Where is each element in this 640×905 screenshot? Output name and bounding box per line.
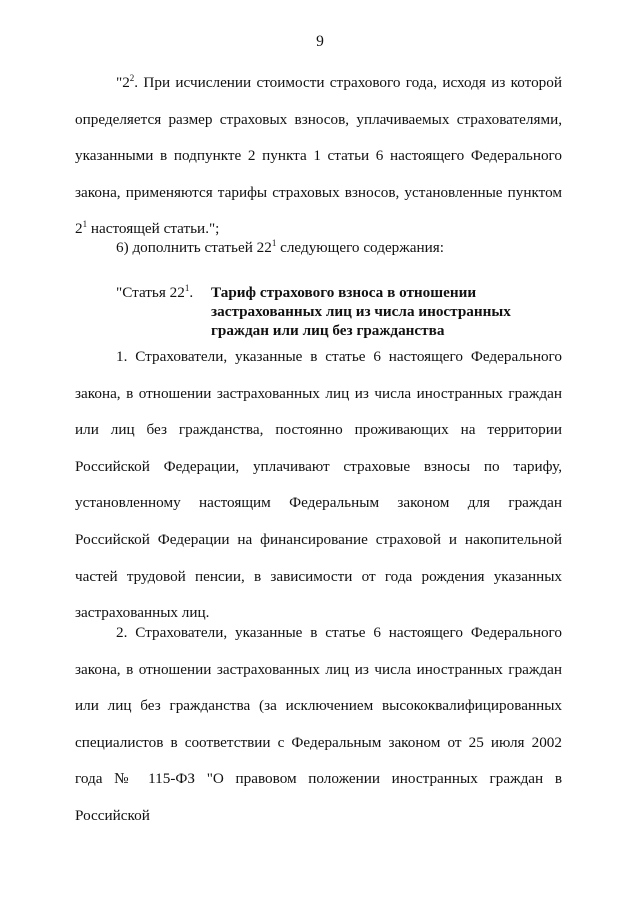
paragraph-article-point-2: 2. Страхователи, указанные в статье 6 настоящего Федерального закона, в отношении застрахованных лиц из числа иностранных граждан или лиц без гражданства (за исключением высококвалифицированных специалистов в соответствии с Федеральным законом от 25 июля 2002 года № 115-ФЗ "О правовом положении иностранных граждан в Российской [75, 624, 562, 824]
para2-superscript: 1 [271, 237, 277, 248]
para1-superscript-2: 1 [82, 219, 88, 230]
article-label-superscript: 1 [184, 282, 190, 293]
para1-end: настоящей статьи."; [87, 220, 220, 238]
para2-text: 6) дополнить статьей 22 [116, 239, 272, 256]
para1-text: . При исчислении стоимости страхового года, исходя из которой определяется размер страховых взносов, уплачиваемых страхователями, указанными в подпункте 2 пункта 1 статьи 6 настоящего Федерального закона, применяются тарифы страховых взносов, установленные пунктом 2 [75, 74, 562, 238]
article-label-end: . [189, 284, 194, 301]
para1-open: "2 [116, 74, 130, 91]
paragraph-2-2 [75, 65, 562, 248]
paragraph-article-point-1: 1. Страхователи, указанные в статье 6 настоящего Федерального закона, в отношении застрахованных лиц из числа иностранных граждан или лиц без гражданства, постоянно проживающих на территории Российской Федерации, уплачивают страховые взносы по тарифу, установленному настоящим Федеральным законом для граждан Российской Федерации на финансирование страховой и накопительной частей трудовой пенсии, в зависимости от года рождения указанных застрахованных лиц. [75, 348, 562, 622]
page-number: 9 [316, 33, 324, 50]
article-title: Тариф страхового взноса в отношении застрахованных лиц из числа иностранных граждан или лиц без гражданства [211, 284, 511, 339]
paragraph-item-6 [75, 230, 562, 267]
para1-superscript-1: 2 [129, 72, 135, 83]
article-label-text: "Статья 22 [116, 284, 185, 301]
article-label [116, 283, 193, 302]
para2-end: следующего содержания: [276, 239, 444, 256]
